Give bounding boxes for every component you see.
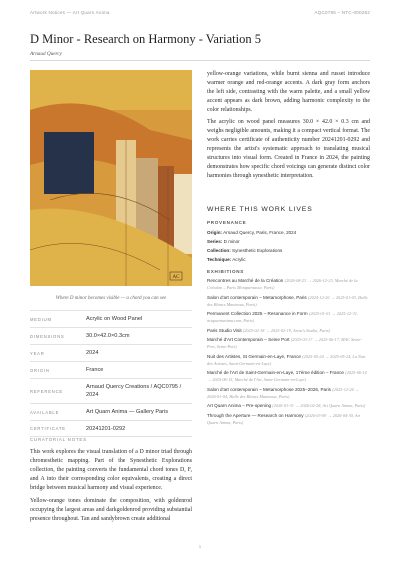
exhibition-name: Rencontres au Marché de la Création <box>207 278 284 283</box>
exhibition-item <box>207 369 370 383</box>
spec-value: 2024 <box>86 350 99 356</box>
art-signature: AC <box>172 275 180 280</box>
spec-row <box>30 403 192 420</box>
exhibition-meta: (2024-12-26 → 2025-01-03, Halle des Blancs Manteaux, Paris) <box>207 294 368 307</box>
spec-row <box>30 344 192 361</box>
exhibition-meta: (2026-03-09 → 2026-04-30, Art Quarn Anima, Paris) <box>207 412 361 425</box>
header-reference: AQC0795 – NTC-000282 <box>314 10 370 15</box>
spec-key: YEAR <box>30 350 45 356</box>
art-top-band <box>30 70 192 110</box>
spec-key: CERTIFICATE <box>30 426 66 431</box>
spec-row <box>30 378 192 403</box>
technique-label: Technique: <box>207 257 232 262</box>
spec-value: France <box>86 367 104 373</box>
spec-value: 30.0×42.0×0.3cm <box>86 333 130 339</box>
spec-table <box>30 310 192 437</box>
exhibition-meta: (2025-06-14 → 2025-06-15, Marché de l'Art, Saint-Germain-en-Laye) <box>207 370 367 382</box>
spec-key: DIMENSIONS <box>30 333 65 339</box>
artwork-image <box>30 70 192 286</box>
art-dark-form <box>44 132 94 194</box>
exhibition-name: Through the Aperture — Research on Harmony <box>207 412 304 418</box>
artist-name: Arnaud Quercy <box>30 51 62 57</box>
exhibition-meta: (2025-05-24 → 2025-05-24, La Nuit des Artistes, Saint-Germain-en-Laye) <box>207 353 366 366</box>
spec-value: Acrylic on Wood Panel <box>86 316 143 322</box>
provenance-series <box>207 237 370 246</box>
spec-key: ORIGIN <box>30 367 50 373</box>
provenance-collection <box>207 246 370 255</box>
running-header <box>30 10 370 20</box>
exhibition-meta: (2025-01-01 → 2025-12-31, artquarnanima.com, Paris) <box>207 311 358 323</box>
exhibitions-heading: EXHIBITIONS <box>207 269 245 274</box>
exhibition-name: Salon d'art contemporain – Metamorphose 2025–2026, Paris <box>207 386 331 392</box>
curatorial-notes <box>30 448 192 528</box>
page-number: 1 <box>198 544 202 549</box>
exhibition-meta: (2025-03-17 → 2025-06-17, MAC Seine-Port, Seine-Port) <box>207 337 362 349</box>
spec-key: REFERENCE <box>30 388 64 394</box>
series-value: D minor <box>223 239 240 244</box>
provenance-section <box>207 220 370 428</box>
art-cream-column <box>174 174 192 254</box>
description-paragraph: yellow-orange variations, while burnt sienna and russet introduce warmer orange and red-orange accents. A dark gray form anchors the left side, contrasting with the warm palette, and a small yellow accent appears as dark brown, adding harmonic complexity to the color relationships. <box>207 71 370 113</box>
exhibition-name: Art Quarn Anima – Pre-opening <box>207 403 272 408</box>
exhibition-meta: (2026-01-31 → 2026-02-28, Art Quarn Anima, Paris) <box>272 403 366 408</box>
exhibition-meta: (2026-08-23 → 2026-12-23, Marché de la Création – Paris Montparnasse, Paris) <box>207 278 358 290</box>
header-left: Artwork Notices — Art Quarn Anima <box>30 10 110 15</box>
provenance-heading: PROVENANCE <box>207 220 247 225</box>
exhibition-item <box>207 294 370 308</box>
provenance-origin <box>207 228 370 237</box>
series-label: Series: <box>207 239 223 244</box>
notes-paragraph: This work explores the visual translation of a D minor triad through chromesthetic mapping. Part of the Synesthetic Explorations collection, the painting converts the fundamental chord tones D, F, and A into their corresponding color equivalents, creating a direct bridge between musical harmony and visual experience. <box>30 449 192 491</box>
description-paragraph: The acrylic on wood panel measures 30.0 × 42.0 × 0.3 cm and weighs negligible amounts, making it a compact vertical format. The work carries certificate of authenticity number 20241201-0292 and represents the artist's systematic approach to translating musical structures into visual form. Created in France in 2024, the painting demonstrates how specific chord voicings can generate distinct color harmonies through synesthetic interpretation. <box>207 119 370 179</box>
exhibition-item <box>207 336 370 350</box>
page-title: D Minor - Research on Harmony - Variation 5 <box>30 32 261 46</box>
exhibition-meta: (2025-02-18 → 2025-02-19, Artist's Studio, Paris) <box>242 327 331 333</box>
technique-value: Acrylic <box>232 257 246 262</box>
exhibition-name: Marché de l'Art de Saint-Germain-en-Laye, 17ème édition – France <box>207 370 344 375</box>
exhibition-item <box>207 310 370 324</box>
spec-value: 20241201-0292 <box>86 425 126 432</box>
where-lives-heading: WHERE THIS WORK LIVES <box>207 206 313 213</box>
collection-value: Synesthetic Explorations <box>232 248 283 253</box>
spec-row <box>30 310 192 327</box>
spec-row <box>30 361 192 378</box>
exhibition-name: Paris Studio Visit <box>207 327 242 333</box>
spec-value: Art Quarn Anima — Gallery Paris <box>86 409 169 415</box>
origin-value: Arnaud Quercy, Paris, France, 2024 <box>223 230 297 235</box>
exhibition-item <box>207 412 370 426</box>
exhibition-item <box>207 402 370 409</box>
spec-row <box>30 327 192 344</box>
spec-key: MEDIUM <box>30 316 52 322</box>
exhibition-name: Marché d'Art Contemporain – Seine Port <box>207 337 290 342</box>
spec-value: Arnaud Quercy Creations / AQC0795 / 2024 <box>86 384 182 398</box>
notes-paragraph: Yellow-orange tones dominate the composition, with goldenrod occupying the largest areas and darkgoldenrod providing substantial presence throughout. Tan and sandybrown create additional <box>30 498 192 522</box>
spec-row <box>30 420 192 437</box>
title-divider <box>30 60 370 61</box>
exhibition-item <box>207 386 370 400</box>
curatorial-notes-heading: CURATORIAL NOTES <box>30 437 87 442</box>
spec-key: AVAILABLE <box>30 409 60 415</box>
provenance-technique <box>207 255 370 264</box>
exhibition-item <box>207 277 370 291</box>
exhibition-item <box>207 327 370 334</box>
collection-label: Collection: <box>207 248 231 253</box>
artwork-caption: Where D minor becomes visible — a chord you can see <box>55 296 167 301</box>
exhibition-item <box>207 353 370 367</box>
origin-label: Origin: <box>207 230 223 235</box>
exhibition-name: Nuit des Artistes, St Germain-en-Laye, France <box>207 353 301 359</box>
exhibition-meta: (2025-12-26 → 2026-01-04, Halle des Blancs Manteaux, Paris) <box>207 386 360 399</box>
exhibition-name: Permanent Collection 2025 – Resonance in Form <box>207 311 308 316</box>
exhibition-name: Salon d'art contemporain – Metamorphose, Paris <box>207 294 307 300</box>
description-column <box>207 70 370 184</box>
